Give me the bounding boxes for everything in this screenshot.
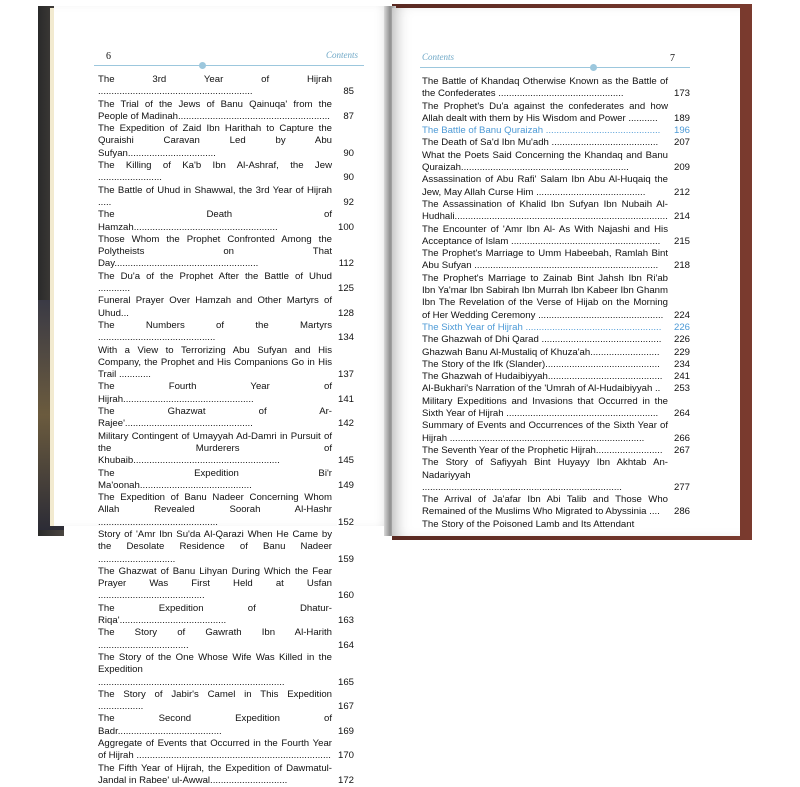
toc-entry-page: 92 xyxy=(343,196,354,208)
toc-entry-title: Military Expeditions and Invasions that Occurred in the Sixth Year of Hijrah ......................................................... xyxy=(422,395,668,420)
toc-entry xyxy=(98,763,354,787)
toc-entry-page: 234 xyxy=(673,358,690,370)
toc-entry-page: 90 xyxy=(343,172,354,184)
toc-entry-page: 149 xyxy=(337,479,354,491)
toc-section-heading xyxy=(422,125,690,137)
toc-entry xyxy=(98,566,354,603)
left-page xyxy=(54,6,390,786)
toc-entry-title: The Story of the One Whose Wife Was Killed in the Expedition ...................................................................... xyxy=(98,651,332,688)
toc-entry-page: 266 xyxy=(673,432,690,444)
toc-entry-title: What the Poets Said Concerning the Khandaq and Banu Quraizah............................................................... xyxy=(422,149,668,174)
toc-entry-page: 142 xyxy=(337,418,354,430)
toc-entry xyxy=(98,123,354,160)
toc-entry-title: The Arrival of Ja'afar Ibn Abi Talib and Those Who Remained of the Muslims Who Migrated to Abyssinia .... xyxy=(422,494,668,518)
toc-entry xyxy=(98,234,354,271)
toc-entry-title: The Story of Gawrath Ibn Al-Harith .................................. xyxy=(98,627,332,651)
toc-entry-page: 215 xyxy=(673,235,690,247)
header-rule-ornament xyxy=(199,62,206,69)
toc-entry-title: Ghazwah Banu Al-Mustaliq of Khuza'ah.......................... xyxy=(422,346,660,358)
toc-entry-page: 169 xyxy=(337,725,354,737)
toc-entry xyxy=(98,345,354,382)
toc-entry-page: 85 xyxy=(343,86,354,98)
toc-entry-title: The Ghazwah of Dhi Qarad ............................................. xyxy=(422,334,662,346)
toc-entry xyxy=(422,519,690,531)
toc-entry xyxy=(98,295,354,320)
toc-entry xyxy=(98,209,354,234)
toc-entry xyxy=(98,320,354,345)
toc-entry-page: 267 xyxy=(673,444,690,456)
toc-entry-title: The Seventh Year of the Prophetic Hijrah......................... xyxy=(422,444,663,456)
toc-entry-title: Military Contingent of Umayyah Ad-Damri in Pursuit of the Murderers of Khubaib....................................................... xyxy=(98,430,332,467)
toc-entry-title: Aggregate of Events that Occurred in the Fourth Year of Hijrah ......................................................................... xyxy=(98,738,332,762)
header-rule xyxy=(94,62,364,68)
toc-entry xyxy=(98,74,354,99)
toc-entry-page: 172 xyxy=(337,774,354,786)
toc-entry-title: The Killing of Ka'b Ibn Al-Ashraf, the Jew ........................ xyxy=(98,160,332,184)
toc-entry xyxy=(98,652,354,689)
toc-section-heading xyxy=(422,322,690,334)
toc-entry xyxy=(98,603,354,628)
toc-entry-title: The Battle of Khandaq Otherwise Known as the Battle of the Confederates ............................................... xyxy=(422,76,668,100)
toc-entry xyxy=(422,359,690,371)
toc-entry-page: 253 xyxy=(673,383,690,395)
toc-entry-title: The Expedition of Zaid Ibn Harithah to Capture the Quraishi Caravan Led by Abu Sufyan................................. xyxy=(98,123,332,159)
toc-entry-page: 163 xyxy=(337,615,354,627)
toc-entry-title: The Numbers of the Martyrs ............................................ xyxy=(98,319,332,344)
toc-entry-page: 160 xyxy=(337,590,354,602)
toc-entry-page: 173 xyxy=(673,88,690,100)
toc-entry xyxy=(422,174,690,199)
toc-entry-title: The Second Expedition of Badr....................................... xyxy=(98,713,332,737)
toc-entry xyxy=(98,431,354,468)
toc-entry xyxy=(98,468,354,493)
header-rule-ornament xyxy=(590,64,597,71)
toc-entry xyxy=(422,199,690,224)
toc-entry-title: The Encounter of 'Amr Ibn Al- As With Najashi and His Acceptance of Islam ........................................................ xyxy=(422,223,668,247)
toc-entry-title: The Prophet's Marriage to Zainab Bint Jahsh Ibn Ri'ab Ibn Ya'mar Ibn Sabirah Ibn Murrah Ibn Kabeer Ibn Ghanm Ibn The Revelation of the Verse of Hijab on the Morning of Her Wedding Ceremony ............................................... xyxy=(422,272,668,321)
toc-entry-page: 224 xyxy=(673,309,690,321)
toc-entry-page: 264 xyxy=(673,408,690,420)
toc-entry-page: 170 xyxy=(337,750,354,762)
toc-entry xyxy=(98,185,354,210)
toc-entry-page: 100 xyxy=(337,221,354,233)
toc-entry-page: 207 xyxy=(673,137,690,149)
toc-entry-title: The Story of the Poisoned Lamb and Its Attendant xyxy=(422,518,635,530)
toc-entry-title: The Battle of Uhud in Shawwal, the 3rd Year of Hijrah ..... xyxy=(98,184,332,208)
toc-entry xyxy=(422,101,690,126)
toc-entry-title: Summary of Events and Occurrences of the Sixth Year of Hijrah ......................................................................... xyxy=(422,420,668,444)
toc-entry-page: 218 xyxy=(673,260,690,272)
toc-entry-page: 87 xyxy=(343,110,354,122)
toc-entry-title: The Assassination of Khalid Ibn Sufyan Ibn Nubaih Al-Hudhali................................................................................ xyxy=(422,198,668,223)
toc-entry-page: 189 xyxy=(673,112,690,124)
toc-entry-title: The Fourth Year of Hijrah................................................. xyxy=(98,381,332,405)
toc-entry xyxy=(98,406,354,431)
toc-entry-page: 152 xyxy=(337,516,354,528)
toc-entry xyxy=(422,383,690,395)
toc-entry xyxy=(98,713,354,738)
toc-entry xyxy=(98,529,354,566)
toc-entry-title: With a View to Terrorizing Abu Sufyan and His Company, the Prophet and His Companions Go in His Trail ............ xyxy=(98,344,332,381)
toc-entry-title: The Story of Safiyyah Bint Huyayy Ibn Akhtab An-Nadariyyah ........................................................................... xyxy=(422,457,668,493)
toc-entry-title: The Story of Jabir's Camel in This Expedition ................. xyxy=(98,688,332,713)
toc-entry-title: The Ghazwat of Banu Lihyan During Which the Fear Prayer Was First Held at Usfan ........................................ xyxy=(98,565,332,602)
toc-entry-title: The Ghazwah of Hudaibiyyah........................................... xyxy=(422,371,663,383)
toc-entry xyxy=(422,137,690,149)
toc-entry-title: The Battle of Banu Quraizah ........................................... xyxy=(422,125,661,137)
toc-entry-page: 226 xyxy=(673,321,690,333)
toc-entry-title: Assassination of Abu Rafi' Salam Ibn Abu Al-Huqaiq the Jew, May Allah Curse Him ......................................... xyxy=(422,174,668,198)
toc-entry-page: 137 xyxy=(337,369,354,381)
toc-entry xyxy=(98,160,354,185)
toc-entry-page: 128 xyxy=(337,307,354,319)
toc-entry-page: 241 xyxy=(673,371,690,383)
toc-entry xyxy=(422,420,690,445)
toc-entry-title: The Trial of the Jews of Banu Qainuqa' from the People of Madinah......................................................... xyxy=(98,98,332,122)
toc-entry xyxy=(422,248,690,273)
toc-entry-page: 286 xyxy=(673,506,690,518)
toc-entry-title: Story of 'Amr Ibn Su'da Al-Qarazi When He Came by the Desolate Residence of Banu Nadeer ............................. xyxy=(98,528,332,565)
toc-entry-title: The Fifth Year of Hijrah, the Expedition of Dawmatul-Jandal in Rabee' ul-Awwal............................. xyxy=(98,762,332,786)
toc-entry-page: 226 xyxy=(673,334,690,346)
toc-entry-title: The Death of Hamzah...................................................... xyxy=(98,209,332,233)
running-head: Contents xyxy=(422,52,455,62)
toc-entry xyxy=(98,627,354,652)
page-number: 7 xyxy=(670,53,675,64)
toc-entry-title: The 3rd Year of Hijrah .......................................................... xyxy=(98,74,332,98)
toc-entry-title: The Du'a of the Prophet After the Battle of Uhud ............ xyxy=(98,270,332,295)
toc-entry-page: 125 xyxy=(337,283,354,295)
toc-entry xyxy=(98,738,354,763)
toc-entry-title: The Ghazwat of Ar-Rajee'................................................ xyxy=(98,406,332,430)
toc-entry xyxy=(422,371,690,383)
toc-entry-page: 141 xyxy=(337,393,354,405)
table-of-contents-right xyxy=(422,76,690,531)
toc-entry-page: 164 xyxy=(337,639,354,651)
toc-entry xyxy=(98,381,354,406)
header-rule-line xyxy=(420,67,690,68)
toc-entry xyxy=(98,492,354,529)
toc-entry-title: The Sixth Year of Hijrah ................................................... xyxy=(422,321,662,333)
toc-entry-page: 212 xyxy=(673,186,690,198)
toc-entry-title: The Expedition Bi'r Ma'oonah.......................................... xyxy=(98,467,332,491)
toc-entry xyxy=(422,150,690,175)
toc-entry xyxy=(98,689,354,714)
toc-entry-page: 165 xyxy=(337,676,354,688)
toc-entry xyxy=(422,224,690,249)
toc-entry-title: The Story of the Ifk (Slander)........................................... xyxy=(422,358,660,370)
page-number: 6 xyxy=(106,51,111,62)
toc-entry xyxy=(422,347,690,359)
toc-entry xyxy=(98,99,354,124)
toc-entry-page: 277 xyxy=(673,481,690,493)
toc-entry-page: 112 xyxy=(338,258,354,270)
toc-entry-page: 159 xyxy=(337,553,354,565)
toc-entry-page: 90 xyxy=(343,147,354,159)
toc-entry-title: Those Whom the Prophet Confronted Among the Polytheists on That Day...................................................... xyxy=(98,233,332,270)
toc-entry xyxy=(98,271,354,296)
toc-entry-title: Al-Bukhari's Narration of the 'Umrah of Al-Hudaibiyyah .. xyxy=(422,383,661,395)
toc-entry-page: 134 xyxy=(337,332,354,344)
header-rule-line xyxy=(94,65,364,66)
toc-entry xyxy=(422,334,690,346)
toc-entry-title: Funeral Prayer Over Hamzah and Other Martyrs of Uhud... xyxy=(98,295,332,319)
toc-entry xyxy=(422,445,690,457)
toc-entry-page: 209 xyxy=(673,162,690,174)
toc-entry xyxy=(422,396,690,421)
running-head: Contents xyxy=(326,50,359,60)
toc-entry-title: The Prophet's Du'a against the confederates and how Allah dealt with them by His Wisdom and Power ........... xyxy=(422,100,668,124)
toc-entry-page: 214 xyxy=(673,211,690,223)
toc-entry-page: 167 xyxy=(337,701,354,713)
toc-entry-title: The Prophet's Marriage to Umm Habeebah, Ramlah Bint Abu Sufyan ..................................................................... xyxy=(422,248,668,272)
toc-entry xyxy=(422,76,690,101)
right-page xyxy=(392,8,740,536)
toc-entry xyxy=(422,273,690,322)
toc-entry-title: The Expedition of Dhatur-Riqa'........................................ xyxy=(98,602,332,627)
toc-entry-title: The Death of Sa'd Ibn Mu'adh ........................................ xyxy=(422,137,659,149)
table-of-contents-left xyxy=(98,74,354,787)
toc-entry xyxy=(422,457,690,494)
toc-entry-page: 229 xyxy=(673,346,690,358)
toc-entry xyxy=(422,494,690,519)
toc-entry-title: The Expedition of Banu Nadeer Concerning Whom Allah Revealed Soorah Al-Hashr ............................................. xyxy=(98,492,332,528)
toc-entry-page: 196 xyxy=(673,125,690,137)
header-rule xyxy=(420,64,690,70)
toc-entry-page: 145 xyxy=(337,455,354,467)
